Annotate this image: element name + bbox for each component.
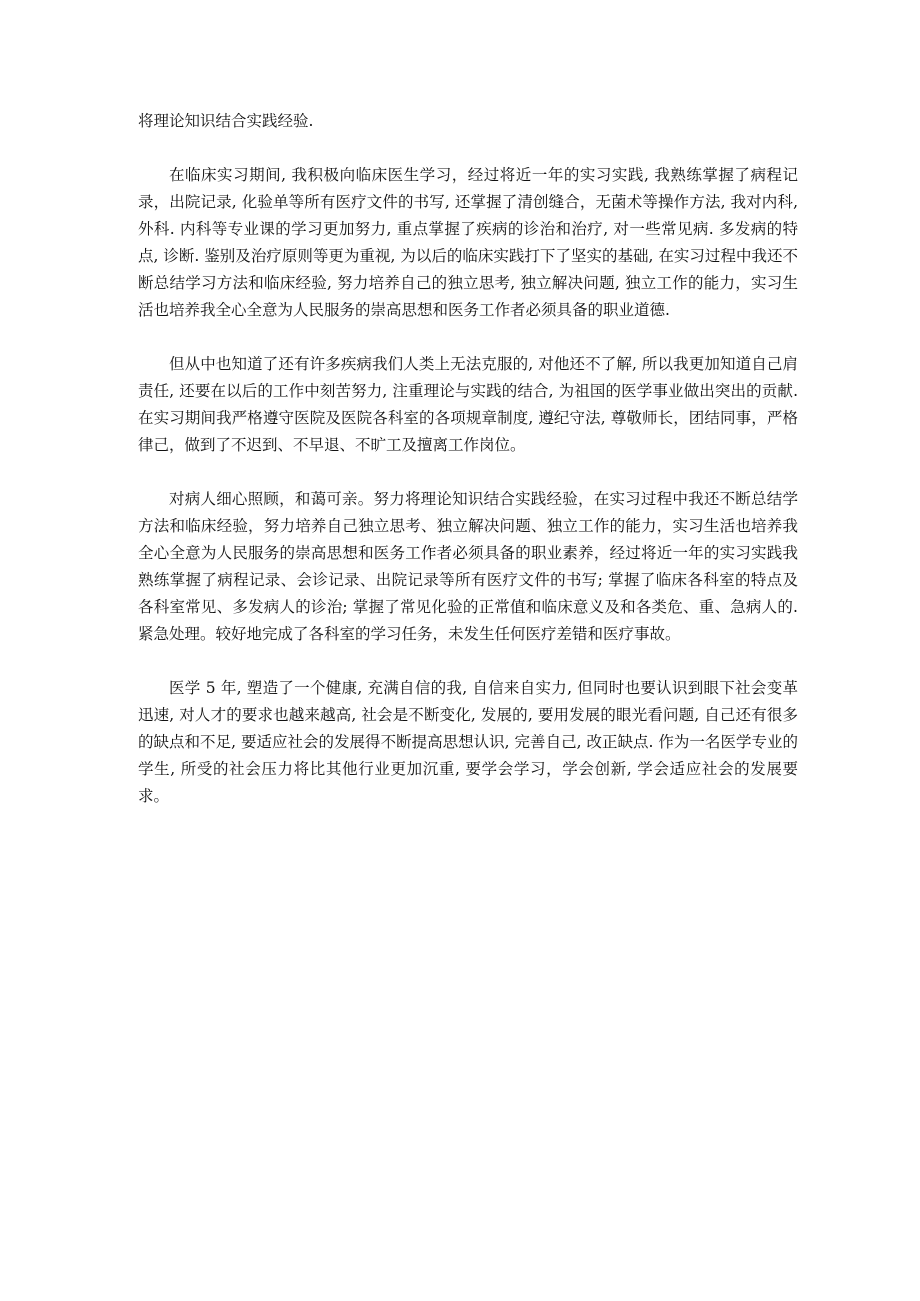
paragraph-patient-care: 对病人细心照顾，和蔼可亲。努力将理论知识结合实践经验，在实习过程中我还不断总结学方法和临床经验，努力培养自己独立思考、独立解决问题、独立工作的能力，实习生活也培养我全心全意为人民服务的崇高思想和医务工作者必须具备的职业素养，经过将近一年的实习实践我熟练掌握了病程记录、会诊记录、出院记录等所有医疗文件的书写; 掌握了临床各科室的特点及各科室常见、多发病人的诊治; 掌握了常见化验的正常值和临床意义及和各类危、重、急病人的. 紧急处理。较好地完成了各科室的学习任务，未发生任何医疗差错和医疗事故。 [138,490,798,643]
paragraph-clinical-internship: 在临床实习期间, 我积极向临床医生学习，经过将近一年的实习实践, 我熟练掌握了病程记录，出院记录, 化验单等所有医疗文件的书写, 还掌握了清创缝合，无菌术等操作方法, 我对内科, 外科. 内科等专业课的学习更加努力, 重点掌握了疾病的诊治和治疗, 对一些常见病. 多发病的特点, 诊断. 鉴别及治疗原则等更为重视, 为以后的临床实践打下了坚实的基础, 在实习过程中我还不断总结学习方法和临床经验, 努力培养自己的独立思考, 独立解决问题, 独立工作的能力，实习生活也培养我全心全意为人民服务的崇高思想和医务工作者必须具备的职业道德. [138,166,798,319]
paragraph-continuation: 将理论知识结合实践经验. [138,112,314,130]
paragraph-five-years: 医学 5 年, 塑造了一个健康, 充满自信的我, 自信来自实力, 但同时也要认识到眼下社会变革迅速, 对人才的要求也越来越高, 社会是不断变化, 发展的, 要用发展的眼光看问题, 自己还有很多的缺点和不足, 要适应社会的发展得不断提高思想认识, 完善自己, 改正缺点. 作为一名医学专业的学生, 所受的社会压力将比其他行业更加沉重, 要学会学习，学会创新, 学会适应社会的发展要求。 [138,679,798,805]
document-body [138,108,798,837]
paragraph-responsibility: 但从中也知道了还有许多疾病我们人类上无法克服的, 对他还不了解, 所以我更加知道自己肩责任, 还要在以后的工作中刻苦努力, 注重理论与实践的结合, 为祖国的医学事业做出突出的贡献. 在实习期间我严格遵守医院及医院各科室的各项规章制度, 遵纪守法, 尊敬师长，团结同事，严格律己，做到了不迟到、不早退、不旷工及擅离工作岗位。 [138,355,798,454]
